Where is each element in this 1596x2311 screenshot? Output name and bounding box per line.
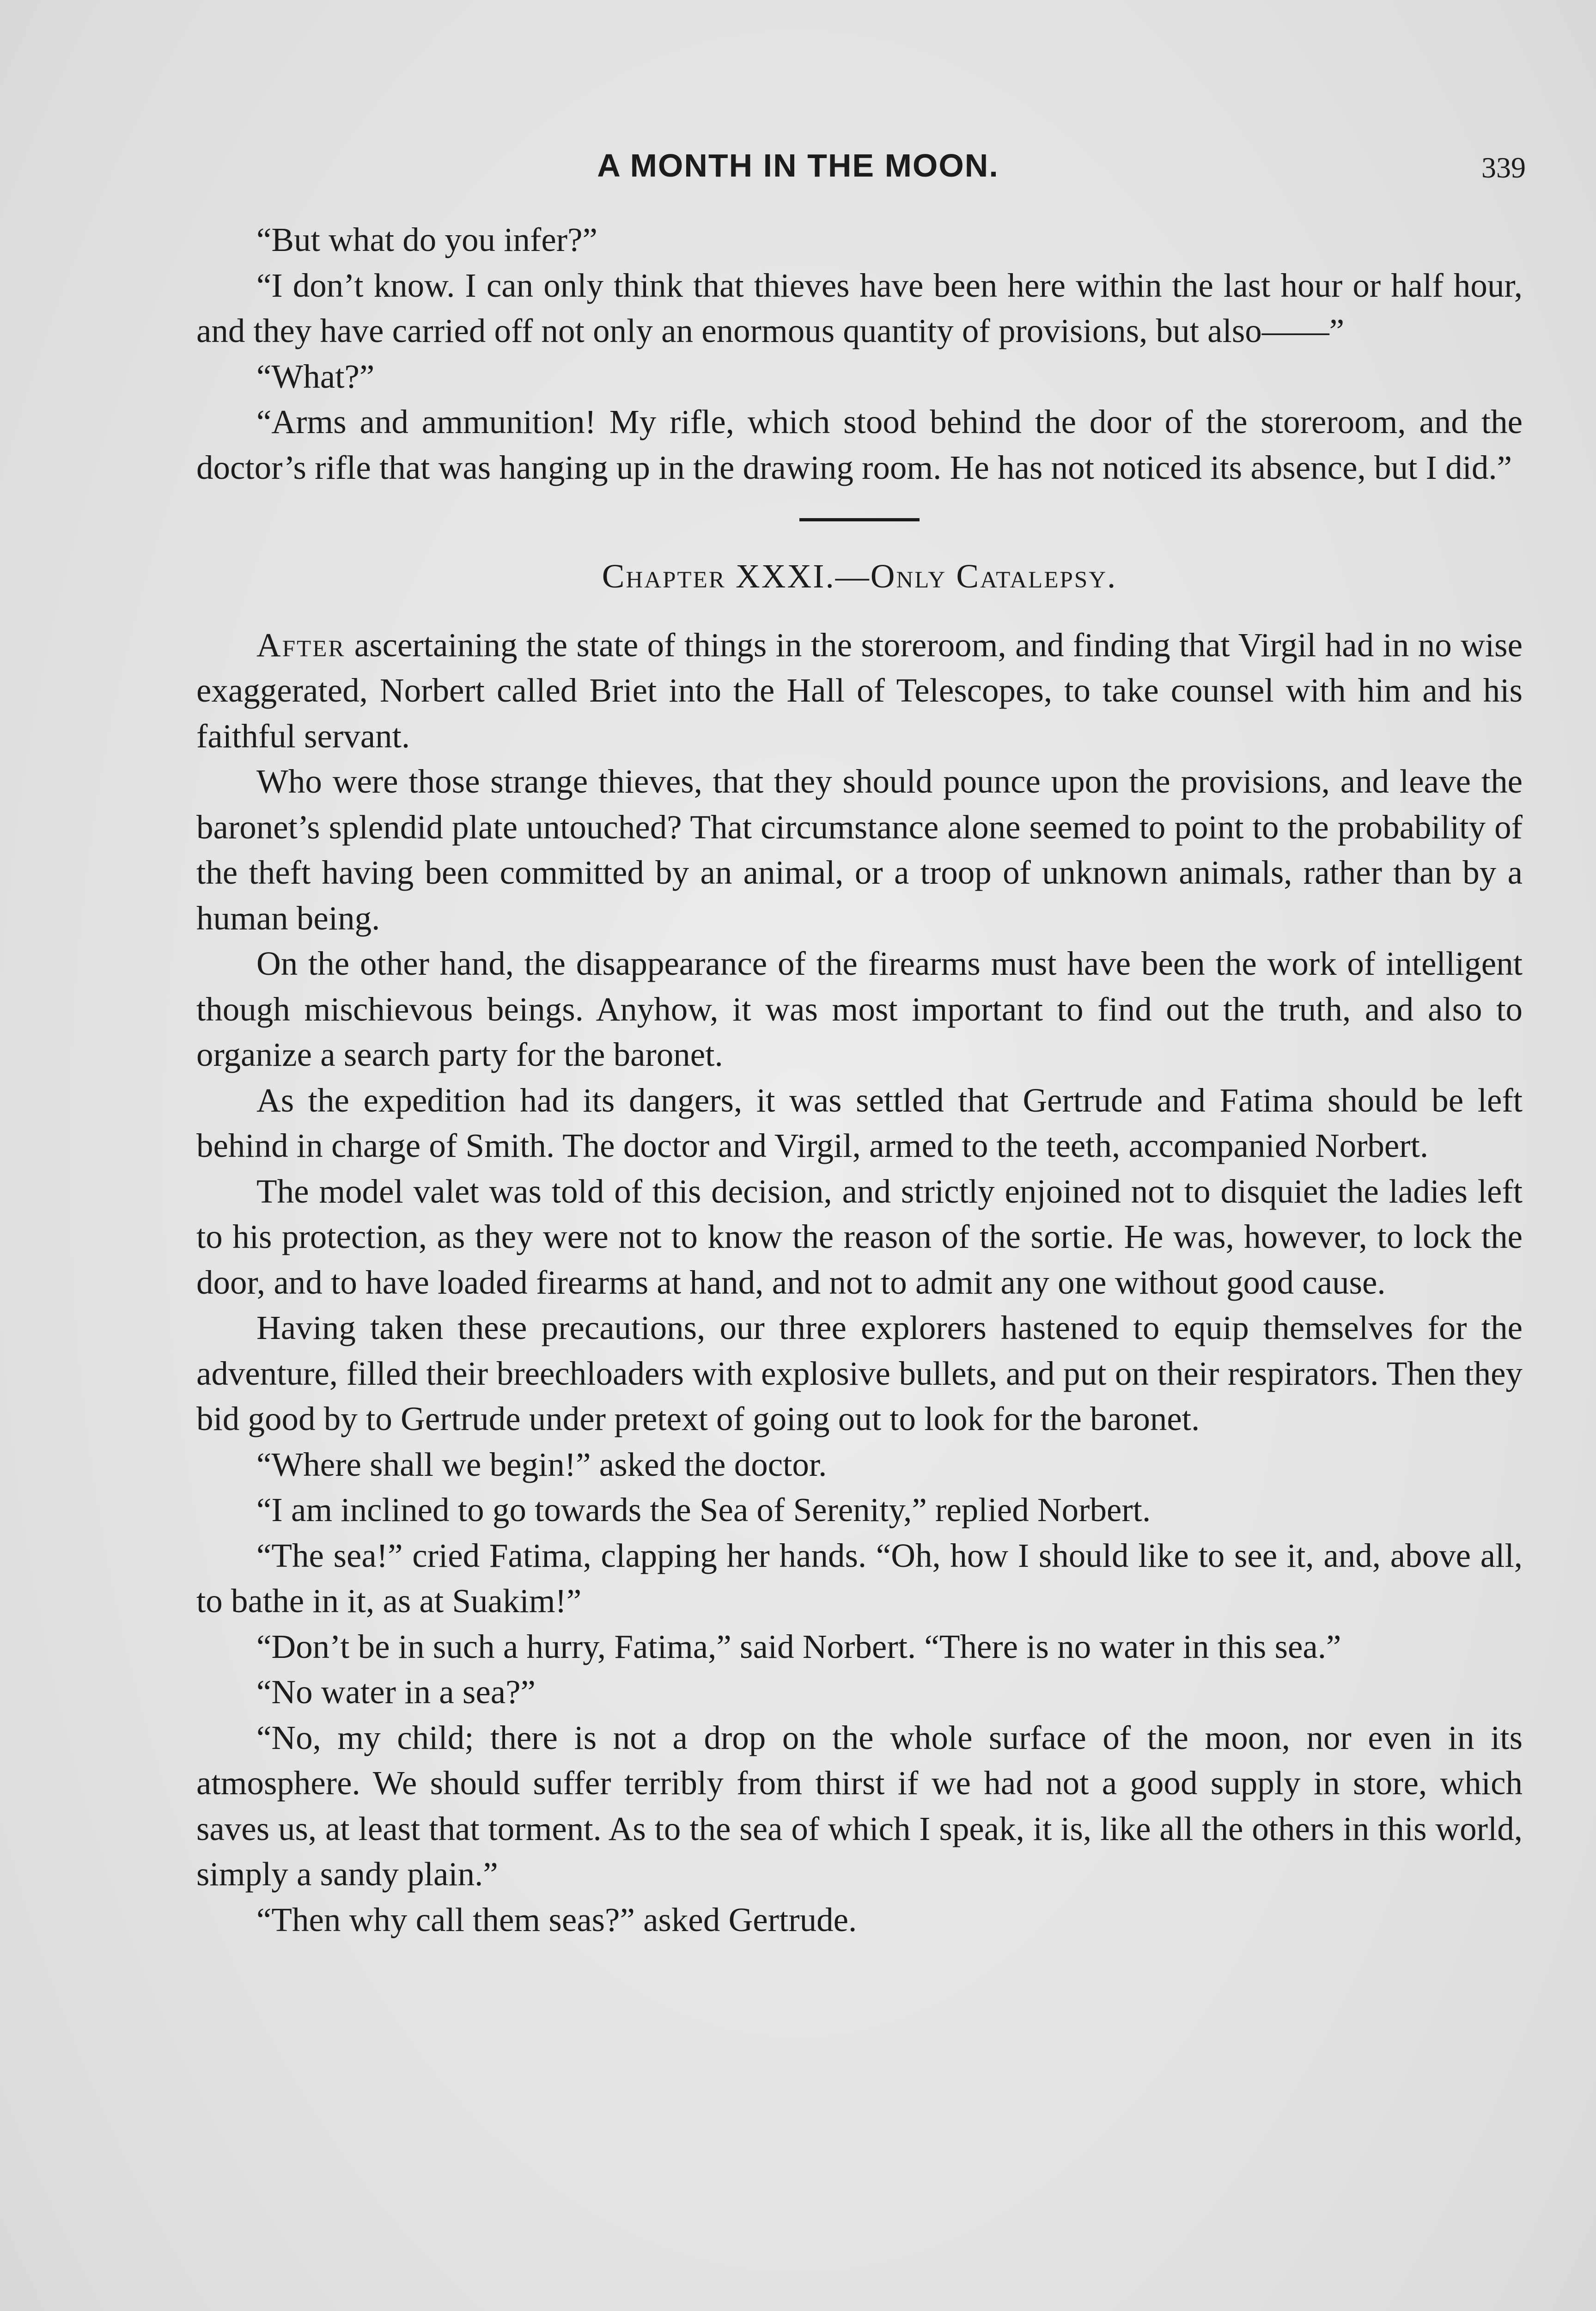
page-number: 339 [1481, 151, 1526, 184]
paragraph: “I am inclined to go towards the Sea of Serenity,” replied Norbert. [256, 1491, 1151, 1528]
page-header [0, 147, 1596, 198]
paragraph: As the expedition had its dangers, it was settled that Gertrude and Fatima should be left behind in charge of Smith. The doctor and Virgil, armed to the teeth, accompanied Norbert. [196, 1081, 1523, 1164]
paragraph: “Arms and ammunition! My rifle, which stood behind the door of the storeroom, and the doctor’s rifle that was hanging up in the drawing room. He has not noticed its absence, but I did.” [196, 403, 1523, 486]
chapter-heading [196, 554, 1523, 599]
paragraph: “No water in a sea?” [256, 1673, 536, 1711]
paragraph: “Then why call them seas?” asked Gertrude. [256, 1901, 857, 1938]
paragraph: The model valet was told of this decision, and strictly enjoined not to disquiet the ladies left to his protection, as they were not to know the reason of the sortie. He was, however, to lock the door, and to have loaded firearms at hand, and not to admit any one without good cause. [196, 1172, 1523, 1301]
chapter-heading-text: Chapter XXXI.—Only Catalepsy. [602, 557, 1117, 595]
opening-small-caps: After [256, 626, 346, 664]
paragraph: Who were those strange thieves, that they should pounce upon the provisions, and leave the baronet’s splendid plate untouched? That circumstance alone seemed to point to the probability of the theft having been committed by an animal, or a troop of unknown animals, rather than by a human being. [196, 763, 1523, 937]
opening-text: ascertaining the state of things in the storeroom, and finding that Virgil had in no wise exaggerated, Norbert called Briet into the Hall of Telescopes, to take counsel with him and his faithful servant. [196, 626, 1523, 755]
paragraph: “The sea!” cried Fatima, clapping her hands. “Oh, how I should like to see it, and, above all, to bathe in it, as at Suakim!” [196, 1536, 1523, 1620]
chapter-opening-paragraph [196, 623, 1523, 759]
paragraph: “But what do you infer?” [256, 221, 597, 258]
paragraph: “What?” [256, 357, 375, 395]
body-text [196, 217, 1523, 1943]
running-title: A MONTH IN THE MOON. [597, 147, 999, 183]
paragraph: “Don’t be in such a hurry, Fatima,” said Norbert. “There is no water in this sea.” [256, 1627, 1341, 1665]
section-divider [799, 518, 920, 521]
paragraph: Having taken these precautions, our three explorers hastened to equip themselves for the adventure, filled their breechloaders with explosive bullets, and put on their respirators. Then they bid good by to Gertrude under pretext of going out to look for the baronet. [196, 1309, 1523, 1437]
paragraph: “No, my child; there is not a drop on the whole surface of the moon, nor even in its atmosphere. We should suffer terribly from thirst if we had not a good supply in store, which saves us, at least that torment. As to the sea of which I speak, it is, like all the others in this world, simply a sandy plain.” [196, 1718, 1523, 1893]
paragraph: On the other hand, the disappearance of the firearms must have been the work of intelligent though mischievous beings. Anyhow, it was most important to find out the truth, and also to organize a search party for the baronet. [196, 945, 1523, 1073]
paragraph: “I don’t know. I can only think that thieves have been here within the last hour or half hour, and they have carried off not only an enormous quantity of provisions, but also——” [196, 266, 1523, 349]
paragraph: “Where shall we begin!” asked the doctor. [256, 1445, 827, 1483]
